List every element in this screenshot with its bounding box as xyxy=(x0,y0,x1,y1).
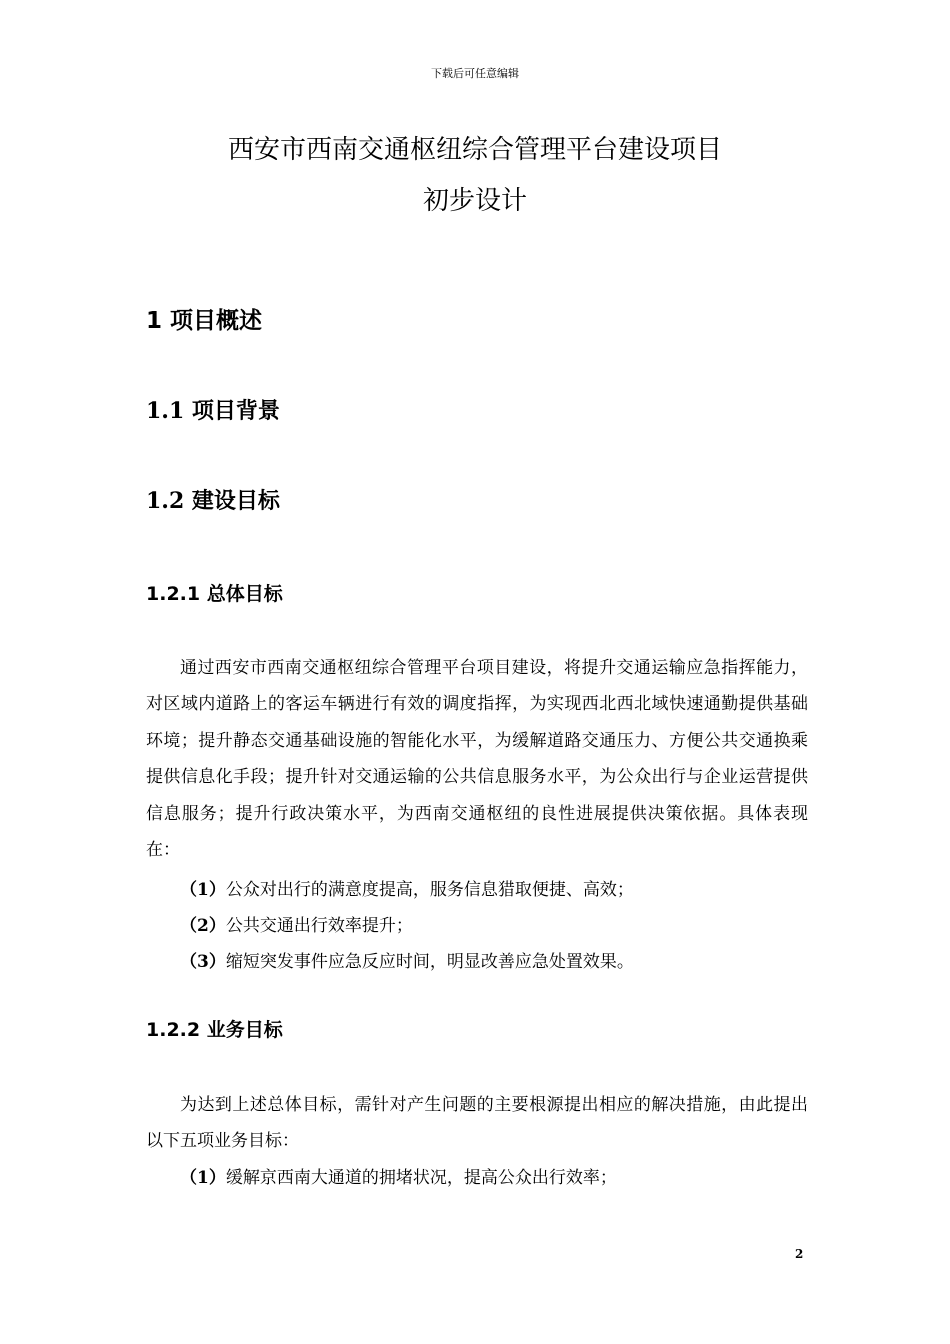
section-heading-1-2: 1.2 建设目标 xyxy=(146,488,280,514)
list-number: （1） xyxy=(180,880,226,900)
section-heading-1-2-2: 1.2.2 业务目标 xyxy=(146,1019,283,1041)
list-text: 缩短突发事件应急反应时间，明显改善应急处置效果。 xyxy=(225,952,634,972)
list-number: （3） xyxy=(180,952,226,972)
list-number: （2） xyxy=(180,916,226,936)
overall-goal-item-3 xyxy=(180,949,634,975)
business-goal-item-1 xyxy=(180,1165,617,1191)
page-number: 2 xyxy=(795,1247,804,1261)
overall-goal-paragraph: 通过西安市西南交通枢纽综合管理平台项目建设，将提升交通运输应急指挥能力，对区域内道路上的客运车辆进行有效的调度指挥，为实现西北西北域快速通勤提供基础环境；提升静态交通基础设施的智能化水平，为缓解道路交通压力、方便公共交通换乘提供信息化手段；提升针对交通运输的公共信息服务水平，为公众出行与企业运营提供信息服务；提升行政决策水平，为西南交通枢纽的良性进展提供决策依据。具体表现在： xyxy=(146,658,808,861)
section-heading-1-2-1: 1.2.1 总体目标 xyxy=(146,583,283,605)
list-text: 缓解京西南大通道的拥堵状况，提高公众出行效率； xyxy=(225,1168,617,1188)
list-text: 公共交通出行效率提升； xyxy=(225,916,413,936)
overall-goal-item-1 xyxy=(180,877,634,903)
header-note: 下载后可任意编辑 xyxy=(431,67,519,80)
business-goal-paragraph: 为达到上述总体目标，需针对产生问题的主要根源提出相应的解决措施，由此提出以下五项业务目标： xyxy=(146,1095,808,1152)
section-heading-1-1: 1.1 项目背景 xyxy=(146,398,280,424)
overall-goal-item-2 xyxy=(180,913,413,939)
document-title-line-1: 西安市西南交通枢纽综合管理平台建设项目 xyxy=(227,135,722,165)
list-text: 公众对出行的满意度提高，服务信息猎取便捷、高效； xyxy=(225,880,634,900)
document-title-line-2: 初步设计 xyxy=(422,186,527,216)
list-number: （1） xyxy=(180,1168,226,1188)
section-heading-1: 1 项目概述 xyxy=(146,308,263,334)
